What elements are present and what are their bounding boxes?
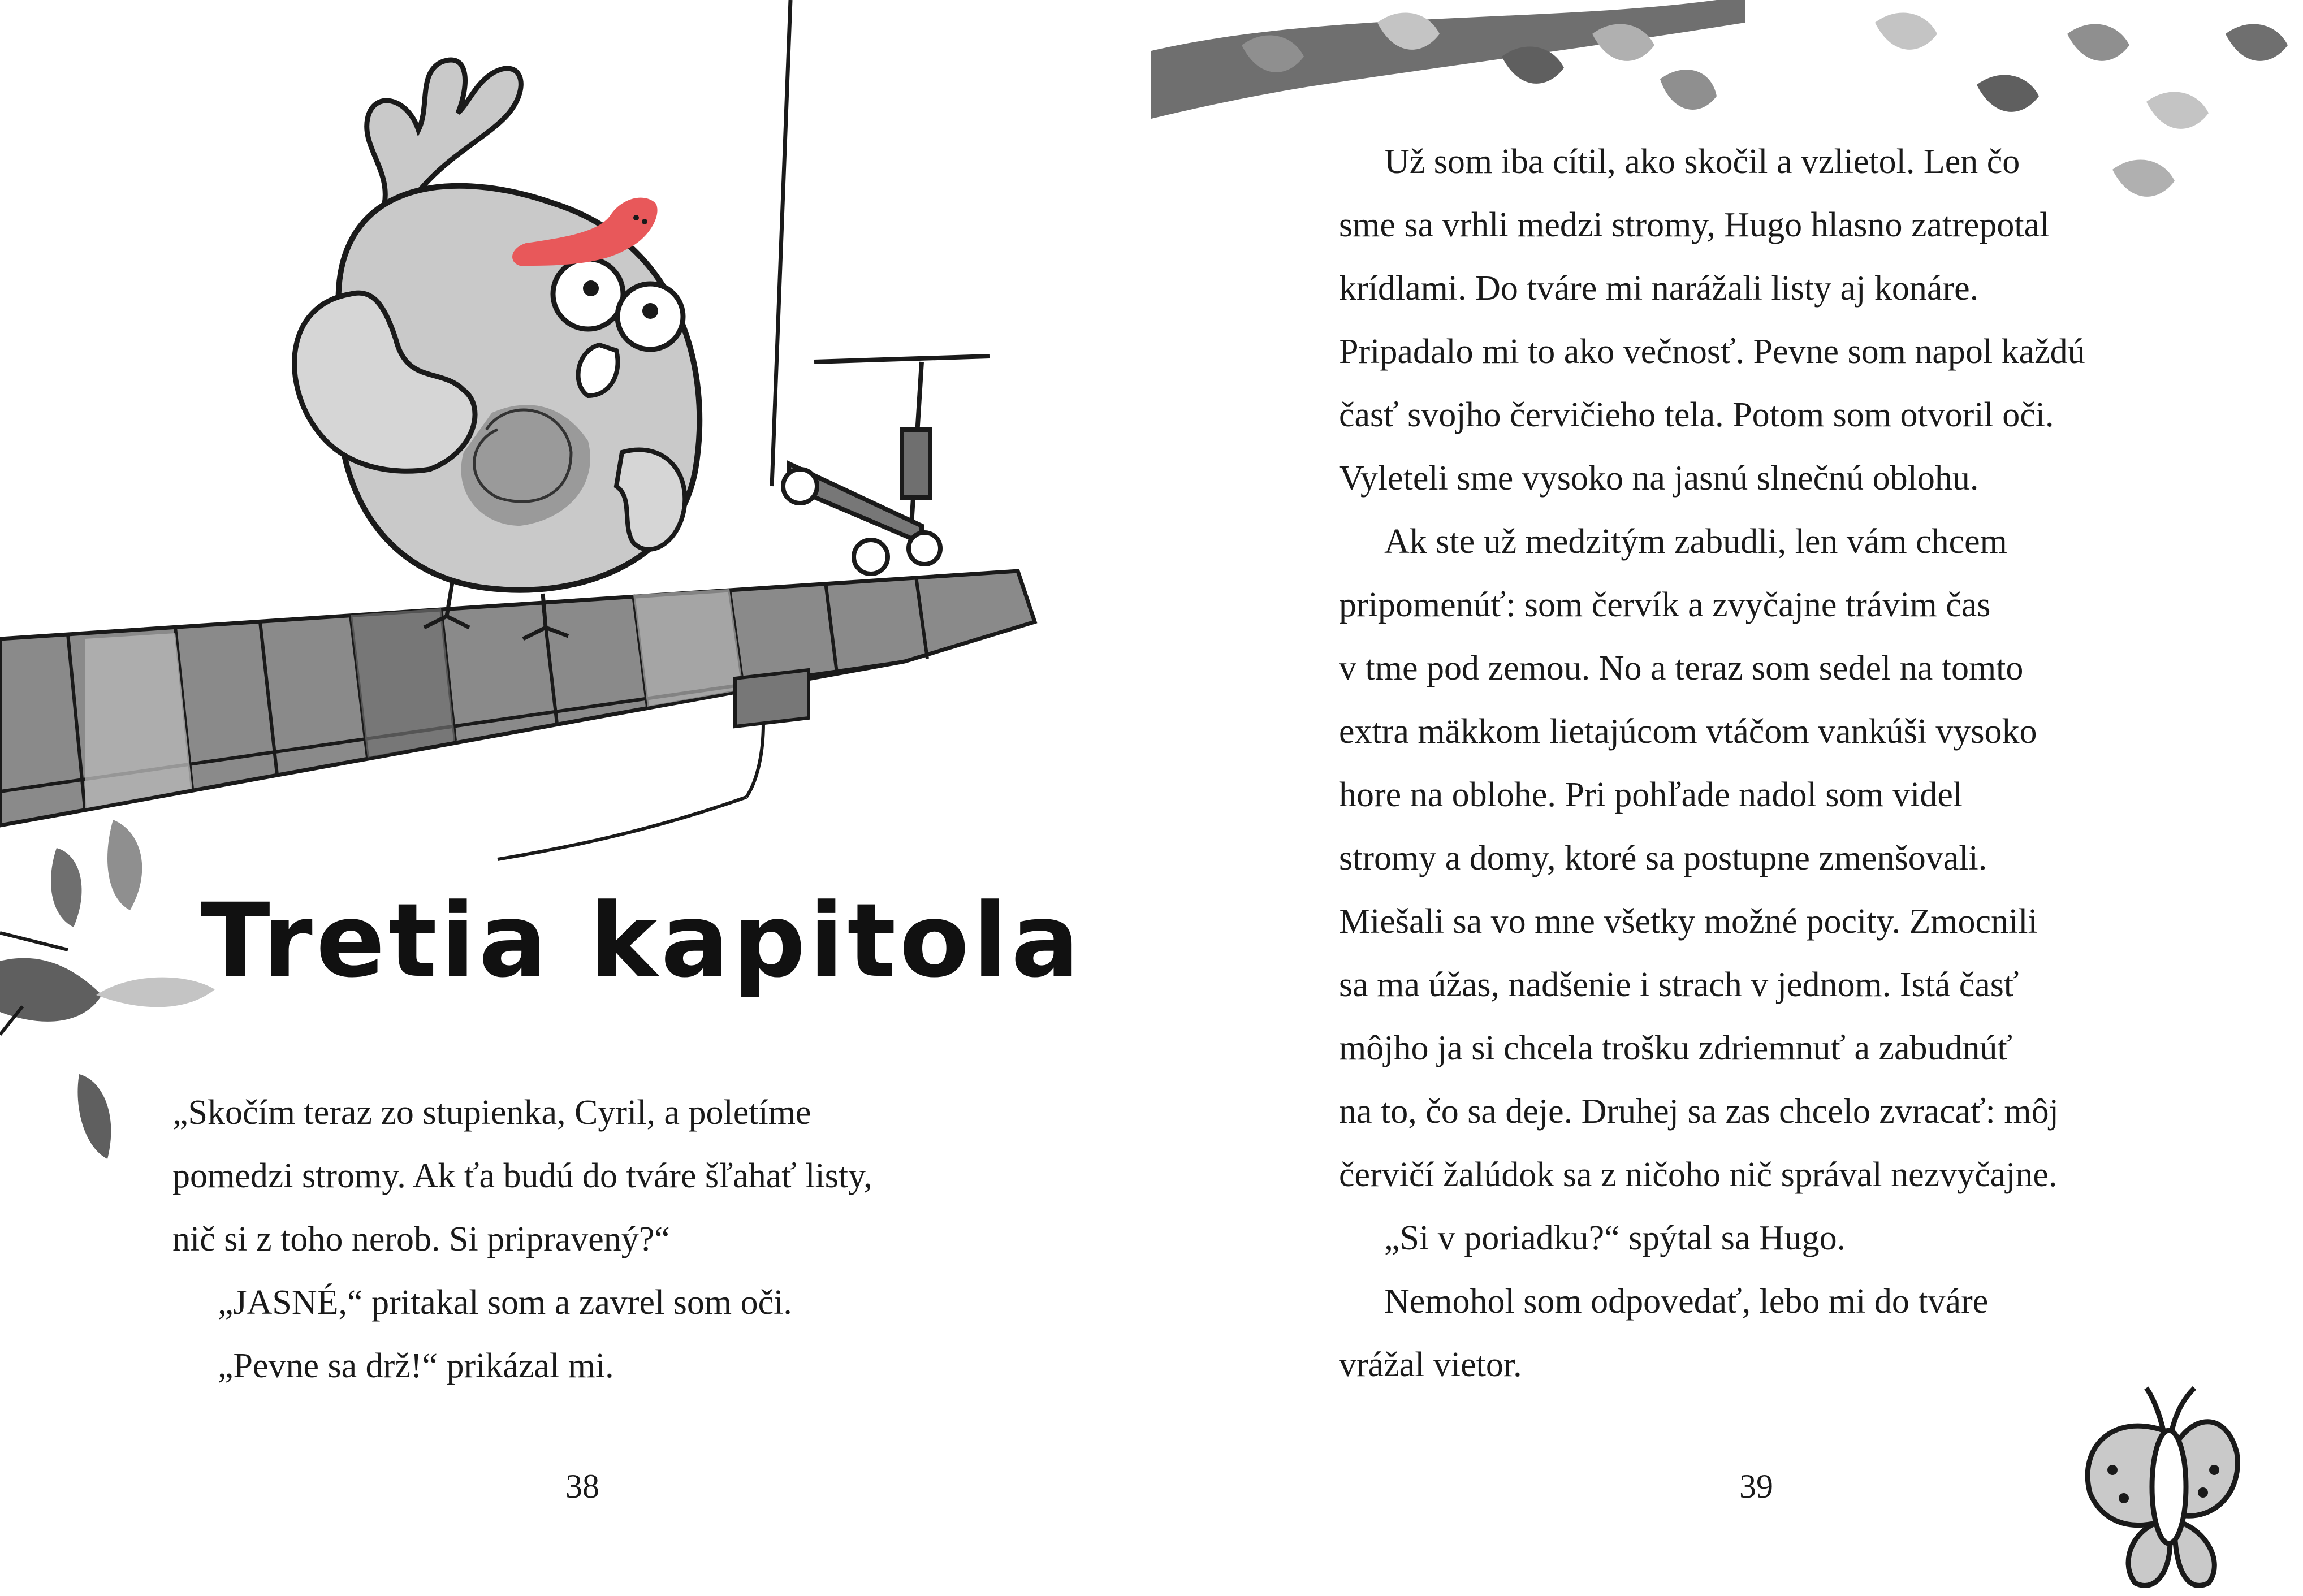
text-line: extra mäkkom lietajúcom vtáčom vankúši vysoko [1339, 712, 2037, 751]
butterfly [2088, 1388, 2237, 1585]
text-line: Vyleteli sme vysoko na jasnú slnečnú oblohu. [1339, 459, 1979, 498]
text-line: červičí žalúdok sa z ničoho nič správal nezvyčajne. [1339, 1156, 2058, 1194]
text-line: v tme pod zemou. No a teraz som sedel na tomto [1339, 649, 2024, 687]
text-line: hore na oblohe. Pri pohľade nadol som videl [1339, 776, 1963, 814]
text-line: Ak ste už medzitým zabudli, len vám chcem [1384, 522, 2007, 561]
tree-trunk [772, 0, 1151, 520]
text-line: vrážal vietor. [1339, 1346, 1522, 1384]
text-line: stromy a domy, ktoré sa postupne zmenšovali. [1339, 839, 1987, 877]
page-number: 38 [565, 1468, 599, 1505]
right-page [1151, 0, 2303, 1596]
text-line: „Pevne sa drž!“ prikázal mi. [218, 1347, 614, 1385]
wooden-platform [0, 571, 1035, 859]
text-line: môjho ja si chcela trošku zdriemnuť a zabudnúť [1339, 1029, 2013, 1067]
text-line: pomedzi stromy. Ak ťa budú do tváre šľahať listy, [172, 1157, 872, 1195]
text-line: na to, čo sa deje. Druhej sa zas chcelo zvracať: môj [1339, 1092, 2059, 1131]
text-line: Miešali sa vo mne všetky možné pocity. Zmocnili [1339, 902, 2038, 941]
text-line: Nemohol som odpovedať, lebo mi do tváre [1384, 1282, 1989, 1321]
text-line: Už som iba cítil, ako skočil a vzlietol. Len čo [1384, 142, 2020, 181]
text-line: nič si z toho nerob. Si pripravený?“ [172, 1220, 670, 1258]
left-page-text [172, 1081, 1021, 1398]
text-line: „JASNÉ,“ pritakal som a zavrel som oči. [218, 1283, 792, 1322]
text-line: „Si v poriadku?“ spýtal sa Hugo. [1384, 1219, 1846, 1257]
left-page [0, 0, 1151, 1596]
text-line: „Skočím teraz zo stupienka, Cyril, a poletíme [172, 1093, 811, 1132]
text-line: sme sa vrhli medzi stromy, Hugo hlasno zatrepotal [1339, 206, 2050, 244]
text-line: sa ma úžas, nadšenie i strach v jednom. Istá časť [1339, 966, 2019, 1004]
page-number: 39 [1739, 1468, 1773, 1505]
bird-character [295, 60, 700, 639]
right-page-text [1339, 130, 2187, 1396]
chapter-title: Tretia kapitola [201, 882, 1083, 1000]
text-line: Pripadalo mi to ako večnosť. Pevne som napol každú [1339, 332, 2085, 371]
text-line: pripomenúť: som červík a zvyčajne trávim čas [1339, 586, 1991, 624]
text-line: krídlami. Do tváre mi narážali listy aj konáre. [1339, 269, 1979, 308]
text-line: časť svojho červičieho tela. Potom som otvoril oči. [1339, 396, 2054, 434]
